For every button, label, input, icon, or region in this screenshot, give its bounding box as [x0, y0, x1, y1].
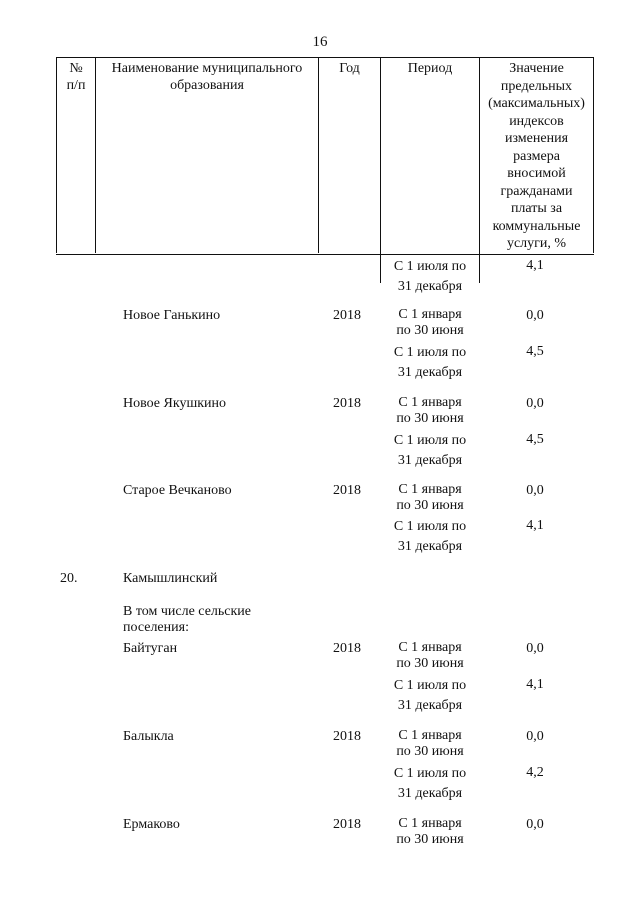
value-cell: 4,1 — [526, 518, 544, 533]
value-cell: 0,0 — [526, 396, 544, 411]
table-border-right — [593, 57, 594, 253]
period-cell: С 1 июля по 31 декабря — [393, 519, 467, 554]
period-cell: С 1 июля по 31 декабря — [393, 259, 467, 294]
year-cell: 2018 — [333, 817, 361, 832]
year-cell: 2018 — [333, 483, 361, 498]
period-cell: С 1 января по 30 июня — [396, 816, 464, 847]
year-cell: 2018 — [333, 641, 361, 656]
period-cell: С 1 января по 30 июня — [396, 482, 464, 513]
settlement-name: Балыкла — [123, 729, 174, 744]
value-cell: 4,1 — [526, 258, 544, 273]
value-cell: 4,2 — [526, 765, 544, 780]
settlement-name: Новое Ганькино — [123, 308, 221, 323]
settlement-name: Ермаково — [123, 817, 180, 832]
header-num: № п/п — [66, 61, 86, 93]
period-cell: С 1 января по 30 июня — [396, 728, 464, 759]
header-name: Наименование муниципального образования — [111, 61, 303, 93]
period-cell: С 1 января по 30 июня — [396, 640, 464, 671]
district-number: 20. — [60, 571, 78, 586]
year-cell: 2018 — [333, 396, 361, 411]
period-cell: С 1 июля по 31 декабря — [393, 433, 467, 468]
page-number: 16 — [312, 34, 328, 50]
value-cell: 0,0 — [526, 817, 544, 832]
period-cell: С 1 июля по 31 декабря — [393, 766, 467, 801]
settlement-name: Байтуган — [123, 641, 178, 656]
period-cell: С 1 июля по 31 декабря — [393, 345, 467, 380]
settlement-name: Старое Вечканово — [123, 483, 232, 498]
district-name: Камышлинский — [123, 571, 218, 586]
value-cell: 0,0 — [526, 308, 544, 323]
value-cell: 4,1 — [526, 677, 544, 692]
period-cell: С 1 января по 30 июня — [396, 395, 464, 426]
subheading: В том числе сельские поселения: — [123, 604, 252, 635]
value-cell: 0,0 — [526, 729, 544, 744]
period-cell: С 1 января по 30 июня — [396, 307, 464, 338]
year-cell: 2018 — [333, 729, 361, 744]
header-value: Значение предельных (максимальных) индексов изменения размера вносимой гражданами платы за коммунальные услуги, % — [488, 61, 585, 251]
header-year: Год — [339, 61, 360, 76]
settlement-name: Новое Якушкино — [123, 396, 227, 411]
table-divider — [318, 57, 319, 253]
period-cell: С 1 июля по 31 декабря — [393, 678, 467, 713]
header-period: Период — [407, 61, 453, 76]
value-cell: 4,5 — [526, 432, 544, 447]
value-cell: 0,0 — [526, 641, 544, 656]
value-cell: 0,0 — [526, 483, 544, 498]
year-cell: 2018 — [333, 308, 361, 323]
value-cell: 4,5 — [526, 344, 544, 359]
table-divider — [380, 57, 381, 253]
